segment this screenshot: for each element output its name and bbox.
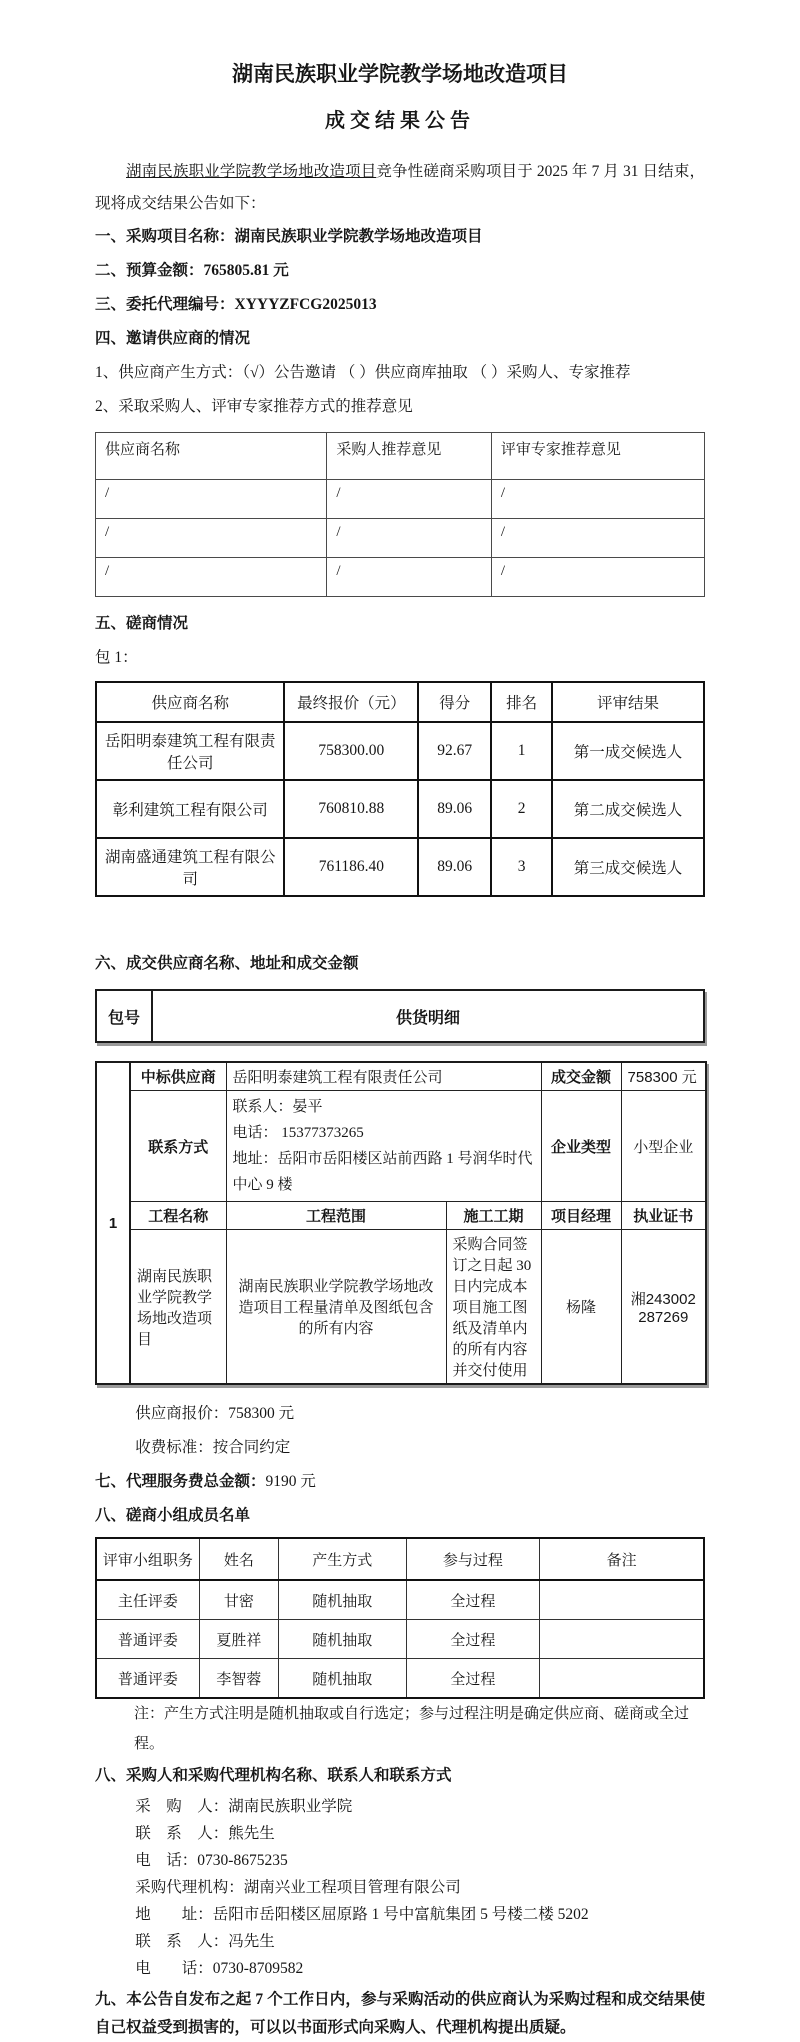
contact-address: 地址：岳阳市岳阳楼区站前西路 1 号润华时代中心 9 楼 <box>232 1151 533 1193</box>
table-cell: / <box>491 480 704 519</box>
purchaser-contact-line: 联 系 人：熊先生 <box>135 1825 275 1842</box>
amount-value: 758300 元 <box>621 1062 706 1091</box>
supplier-name: 湖南盛通建筑工程有限公司 <box>96 838 284 896</box>
section6-title: 六、成交供应商名称、地址和成交金额 <box>95 955 359 972</box>
score: 89.06 <box>418 838 491 896</box>
committee-method: 随机抽取 <box>278 1659 406 1699</box>
table-row <box>96 480 705 519</box>
header-cell: 执业证书 <box>621 1202 706 1230</box>
table-row <box>96 1620 704 1659</box>
committee-remark <box>540 1580 704 1620</box>
table-row <box>96 519 705 558</box>
bid-result-table <box>95 681 705 897</box>
winner-row <box>96 1062 706 1091</box>
final-price: 760810.88 <box>284 780 418 838</box>
contact-info <box>226 1091 541 1202</box>
header-cell: 项目经理 <box>541 1202 621 1230</box>
table-header-row <box>96 433 705 480</box>
table-row <box>96 722 704 780</box>
table-cell: / <box>96 558 327 597</box>
header-cell: 工程范围 <box>226 1202 446 1230</box>
header-cell: 采购人推荐意见 <box>327 433 491 480</box>
table-header-row <box>96 1538 704 1580</box>
table-cell: / <box>327 519 491 558</box>
project-scope: 湖南民族职业学院教学场地改造项目工程量清单及图纸包含的所有内容 <box>226 1230 446 1385</box>
review-result: 第二成交候选人 <box>552 780 704 838</box>
rank: 1 <box>491 722 552 780</box>
item-project-name: 一、采购项目名称：湖南民族职业学院教学场地改造项目 <box>95 228 483 245</box>
header-cell: 施工工期 <box>446 1202 541 1230</box>
page-subtitle: 成交结果公告 <box>325 110 475 132</box>
section7-value: 9190 元 <box>265 1473 316 1490</box>
package-no-label: 包号 <box>96 990 152 1042</box>
committee-participation: 全过程 <box>406 1580 540 1620</box>
committee-role: 普通评委 <box>96 1659 199 1699</box>
table-cell: / <box>327 558 491 597</box>
committee-name: 夏胜祥 <box>199 1620 278 1659</box>
review-result: 第一成交候选人 <box>552 722 704 780</box>
table-cell: / <box>327 480 491 519</box>
contact-person: 联系人：晏平 <box>232 1099 323 1115</box>
intro-text: 竞争性磋商采购项目于 2025 年 7 月 31 日结束，现将成交结果公告如下： <box>95 163 705 212</box>
header-cell: 供应商名称 <box>96 433 327 480</box>
agency-address-line: 地 址：岳阳市岳阳楼区屈原路 1 号中富航集团 5 号楼二楼 5202 <box>135 1906 589 1923</box>
project-duration: 采购合同签订之日起 30 日内完成本项目施工图纸及清单内的所有内容并交付使用 <box>446 1230 541 1385</box>
page-title: 湖南民族职业学院教学场地改造项目 <box>232 62 568 86</box>
project-manager: 杨隆 <box>541 1230 621 1385</box>
section5-title: 五、磋商情况 <box>95 615 189 632</box>
item-agency-number: 三、委托代理编号：XYYYZFCG2025013 <box>95 296 377 313</box>
table-cell: / <box>491 558 704 597</box>
detail-label: 供货明细 <box>152 990 704 1042</box>
supplier-name: 岳阳明泰建筑工程有限责任公司 <box>96 722 284 780</box>
committee-role: 主任评委 <box>96 1580 199 1620</box>
table-cell: / <box>96 519 327 558</box>
header-cell: 工程名称 <box>130 1202 226 1230</box>
section8-title: 八、磋商小组成员名单 <box>95 1507 251 1524</box>
header-cell: 评审结果 <box>552 682 704 722</box>
license-number: 湘243002287269 <box>621 1230 706 1385</box>
header-cell: 产生方式 <box>278 1538 406 1580</box>
fee-standard-line: 收费标准：按合同约定 <box>135 1439 291 1456</box>
table-row <box>96 1659 704 1699</box>
score: 92.67 <box>418 722 491 780</box>
committee-name: 李智蓉 <box>199 1659 278 1699</box>
header-cell: 供应商名称 <box>96 682 284 722</box>
award-detail-table <box>95 1061 707 1385</box>
header-cell: 评审专家推荐意见 <box>491 433 704 480</box>
table-row <box>96 1580 704 1620</box>
winner-name: 岳阳明泰建筑工程有限责任公司 <box>226 1062 541 1091</box>
package-header-table <box>95 989 705 1043</box>
committee-remark <box>540 1659 704 1699</box>
project-name: 湖南民族职业学院教学场地改造项目 <box>130 1230 226 1385</box>
header-cell: 姓名 <box>199 1538 278 1580</box>
table-row <box>96 838 704 896</box>
committee-table <box>95 1537 705 1699</box>
section4-title: 四、邀请供应商的情况 <box>95 330 251 347</box>
header-cell: 最终报价（元） <box>284 682 418 722</box>
intro-project-name: 湖南民族职业学院教学场地改造项目 <box>126 163 377 180</box>
agency-contact-line: 联 系 人：冯先生 <box>135 1933 275 1950</box>
table-header-row <box>96 682 704 722</box>
table-row <box>96 558 705 597</box>
section7-label: 七、代理服务费总金额： <box>95 1473 266 1490</box>
section8b-title: 八、采购人和采购代理机构名称、联系人和联系方式 <box>95 1767 452 1784</box>
committee-method: 随机抽取 <box>278 1580 406 1620</box>
supplier-name: 彰利建筑工程有限公司 <box>96 780 284 838</box>
table-cell: / <box>491 519 704 558</box>
table-row <box>96 990 704 1042</box>
rank: 3 <box>491 838 552 896</box>
header-cell: 得分 <box>418 682 491 722</box>
section4-line1: 1、供应商产生方式：（√）公告邀请 （ ）供应商库抽取 （ ）采购人、专家推荐 <box>95 364 631 381</box>
header-cell: 排名 <box>491 682 552 722</box>
item-budget: 二、预算金额：765805.81 元 <box>95 262 289 279</box>
final-price: 761186.40 <box>284 838 418 896</box>
contact-label: 联系方式 <box>130 1091 226 1202</box>
rank: 2 <box>491 780 552 838</box>
committee-remark <box>540 1620 704 1659</box>
committee-participation: 全过程 <box>406 1659 540 1699</box>
review-result: 第三成交候选人 <box>552 838 704 896</box>
amount-label: 成交金额 <box>541 1062 621 1091</box>
score: 89.06 <box>418 780 491 838</box>
project-data-row <box>96 1230 706 1385</box>
header-cell: 参与过程 <box>406 1538 540 1580</box>
contact-phone: 电话： 15377373265 <box>232 1125 364 1141</box>
purchaser-line: 采 购 人：湖南民族职业学院 <box>135 1798 353 1815</box>
section4-line2: 2、采取采购人、评审专家推荐方式的推荐意见 <box>95 398 413 415</box>
package-label: 包 1： <box>95 649 138 666</box>
table-cell: / <box>96 480 327 519</box>
committee-note: 注：产生方式注明是随机抽取或自行选定；参与过程注明是确定供应商、磋商或全过程。 <box>134 1706 690 1752</box>
agency-line: 采购代理机构：湖南兴业工程项目管理有限公司 <box>135 1879 461 1896</box>
header-cell: 评审小组职务 <box>96 1538 199 1580</box>
contact-row <box>96 1091 706 1202</box>
supplier-quote-line: 供应商报价：758300 元 <box>135 1405 295 1422</box>
winner-label: 中标供应商 <box>130 1062 226 1091</box>
enterprise-type-label: 企业类型 <box>541 1091 621 1202</box>
header-cell: 备注 <box>540 1538 704 1580</box>
package-row-number: 1 <box>96 1062 130 1384</box>
committee-method: 随机抽取 <box>278 1620 406 1659</box>
section7-line <box>95 1465 705 1499</box>
committee-participation: 全过程 <box>406 1620 540 1659</box>
intro-paragraph <box>95 156 705 220</box>
section9-paragraph: 九、本公告自发布之起 7 个工作日内，参与采购活动的供应商认为采购过程和成交结果使自己权益受到损害的，可以以书面形式向采购人、代理机构提出质疑。 <box>95 1991 705 2036</box>
purchaser-phone-line: 电 话：0730-8675235 <box>135 1852 288 1869</box>
agency-phone-line: 电 话：0730-8709582 <box>135 1960 304 1977</box>
recommend-table <box>95 432 705 597</box>
committee-role: 普通评委 <box>96 1620 199 1659</box>
project-header-row <box>96 1202 706 1230</box>
final-price: 758300.00 <box>284 722 418 780</box>
committee-name: 甘密 <box>199 1580 278 1620</box>
table-row <box>96 780 704 838</box>
enterprise-type-value: 小型企业 <box>621 1091 706 1202</box>
